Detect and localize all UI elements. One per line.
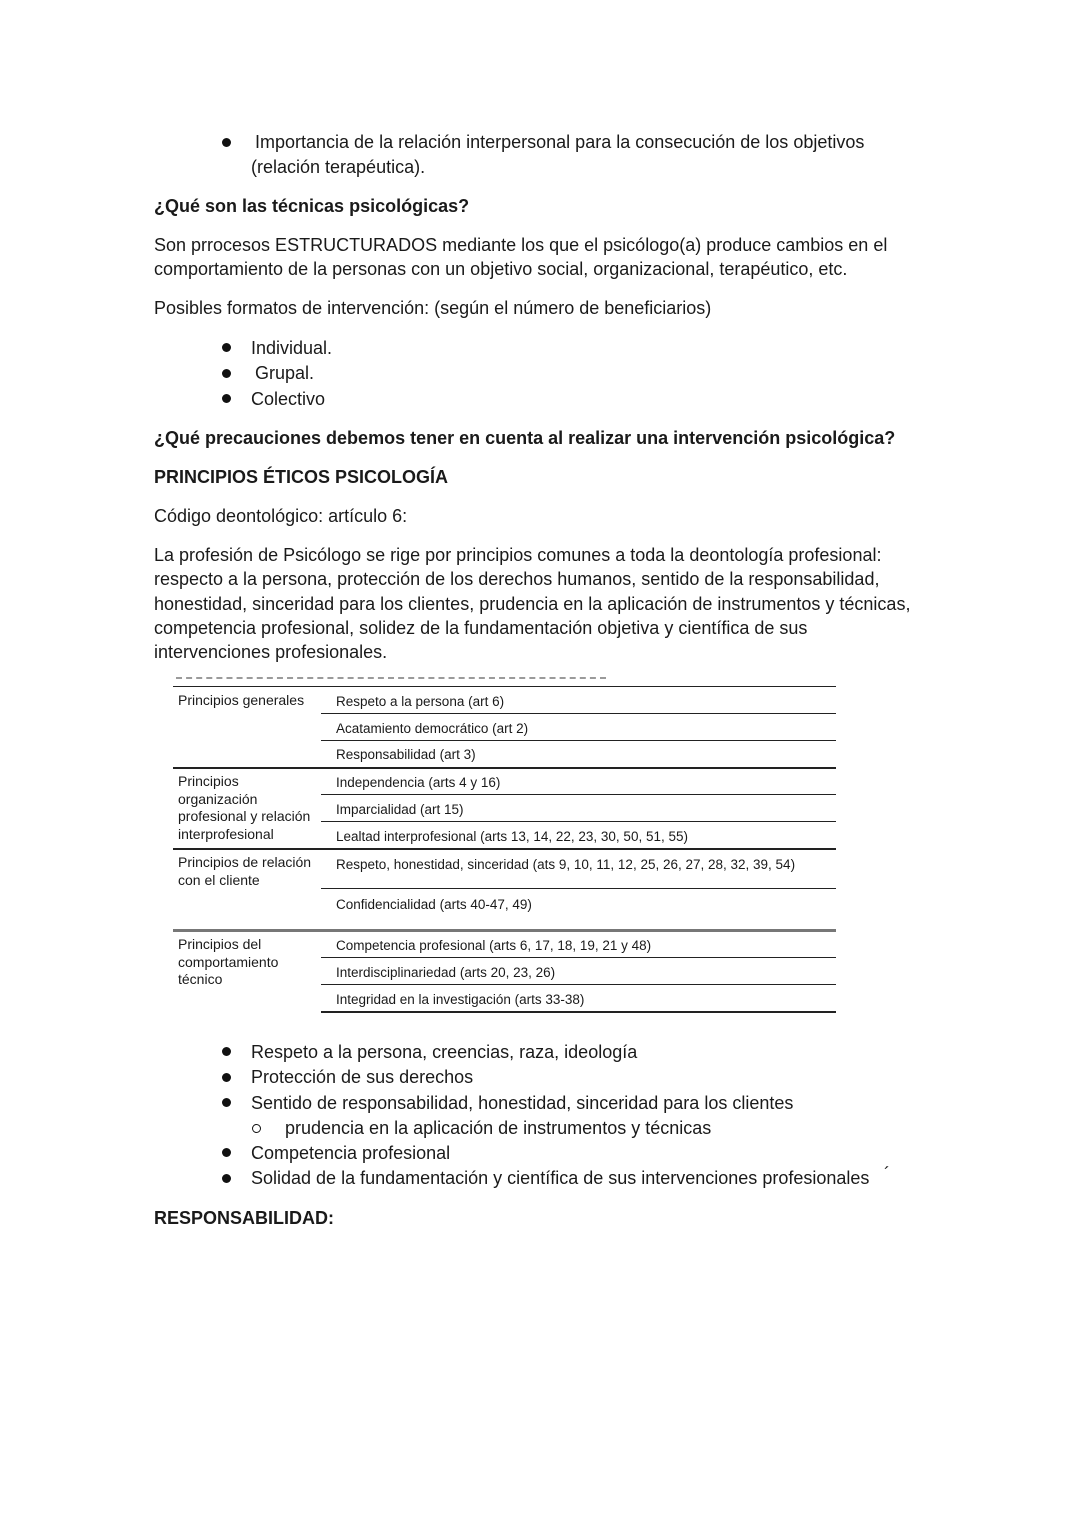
table-cell: Integridad en la investigación (arts 33-38) [336, 992, 585, 1007]
bullet-dot [222, 1148, 231, 1157]
article6-line-1: La profesión de Psicólogo se rige por principios comunes a toda la deontología profesional: [154, 545, 882, 565]
table-rule [321, 1011, 836, 1013]
intro-bullet-line2: (relación terapéutica). [251, 157, 426, 177]
bullet-dot [222, 1047, 231, 1056]
article6-line-5: intervenciones profesionales. [154, 642, 388, 662]
bullet-dot [222, 1174, 231, 1183]
table-group-label [178, 692, 304, 710]
table-group-label [178, 936, 278, 989]
table-cell: Interdisciplinariedad (arts 20, 23, 26) [336, 965, 556, 980]
table-group-label-text: con el cliente [178, 871, 260, 888]
table-group-label-text: comportamiento [178, 953, 279, 970]
question-precautions-heading: ¿Qué precauciones debemos tener en cuenta al realizar una intervención psicológica? [154, 428, 896, 448]
intro-bullet-line1: Importancia de la relación interpersonal para la consecución de los objetivos [255, 132, 865, 152]
bullet-dot [222, 138, 231, 147]
summary-sub-bullet: prudencia en la aplicación de instrumentos y técnicas [285, 1118, 712, 1138]
bullet-dot [222, 369, 231, 378]
table-rule [321, 713, 836, 714]
table-cell: Respeto, honestidad, sinceridad (ats 9, 10, 11, 12, 25, 26, 27, 28, 32, 39, 54) [336, 857, 796, 872]
table-cell: Respeto a la persona (art 6) [336, 694, 505, 709]
article6-line-2: respecto a la persona, protección de los derechos humanos, sentido de la responsabilidad, [154, 569, 880, 589]
question-techniques-heading: ¿Qué son las técnicas psicológicas? [154, 196, 470, 216]
table-cell: Competencia profesional (arts 6, 17, 18, 19, 21 y 48) [336, 938, 652, 953]
summary-bullet: Solidad de la fundamentación y científica de sus intervenciones profesionales [251, 1168, 870, 1188]
table-group-label-text: Principios del [178, 936, 262, 952]
code-article-line: Código deontológico: artículo 6: [154, 506, 408, 526]
format-item: Grupal. [255, 363, 315, 383]
table-rule [321, 888, 836, 889]
stray-accent-mark: ´ [884, 1164, 890, 1184]
format-item: Colectivo [251, 389, 326, 409]
table-rule [321, 740, 836, 741]
table-rule [173, 848, 836, 850]
ethics-principles-heading: PRINCIPIOS ÉTICOS PSICOLOGÍA [154, 467, 449, 487]
table-rule [321, 957, 836, 958]
summary-bullet: Sentido de responsabilidad, honestidad, sinceridad para los clientes [251, 1093, 794, 1113]
format-item: Individual. [251, 338, 333, 358]
article6-line-3: honestidad, sinceridad para los clientes, prudencia en la aplicación de instrumentos y técnicas, [154, 594, 911, 614]
table-group-label-text: profesional y relación [178, 808, 311, 824]
table-cell: Acatamiento democrático (art 2) [336, 721, 529, 736]
table-group-label-text: organización [178, 790, 258, 807]
table-cell: Lealtad interprofesional (arts 13, 14, 22, 23, 30, 50, 51, 55) [336, 829, 688, 844]
summary-bullet: Protección de sus derechos [251, 1067, 474, 1087]
table-rule [173, 686, 836, 687]
bullet-dot [222, 343, 231, 352]
bullet-dot [222, 394, 231, 403]
sub-bullet-circle [252, 1124, 261, 1133]
summary-bullet: Respeto a la persona, creencias, raza, ideología [251, 1042, 638, 1062]
summary-bullet: Competencia profesional [251, 1143, 451, 1163]
table-group-label-text: técnico [178, 971, 223, 987]
table-cell: Imparcialidad (art 15) [336, 802, 464, 817]
responsibility-heading: RESPONSABILIDAD: [154, 1208, 335, 1228]
table-group-label [178, 854, 311, 889]
table-group-label-text: interprofesional [178, 825, 274, 842]
table-top-dashed-rule [176, 677, 606, 679]
table-rule [173, 767, 836, 769]
bullet-dot [222, 1098, 231, 1107]
table-group-label [178, 773, 310, 843]
table-group-label-text: Principios generales [178, 692, 305, 708]
table-group-label-text: Principios [178, 773, 239, 789]
formats-intro: Posibles formatos de intervención: (según el número de beneficiarios) [154, 298, 712, 318]
definition-line-2: comportamiento de la personas con un objetivo social, organizacional, terapéutico, etc. [154, 259, 848, 279]
definition-line-1: Son prrocesos ESTRUCTURADOS mediante los que el psicólogo(a) produce cambios en el [154, 235, 888, 255]
table-rule [321, 794, 836, 795]
table-cell: Independencia (arts 4 y 16) [336, 775, 501, 790]
table-rule [173, 929, 836, 932]
table-cell: Confidencialidad (arts 40-47, 49) [336, 897, 532, 912]
table-rule [321, 984, 836, 985]
article6-line-4: competencia profesional, solidez de la fundamentación objetiva y científica de sus [154, 618, 808, 638]
bullet-dot [222, 1073, 231, 1082]
table-cell: Responsabilidad (art 3) [336, 747, 476, 762]
table-group-label-text: Principios de relación [178, 854, 312, 870]
table-rule [321, 821, 836, 822]
